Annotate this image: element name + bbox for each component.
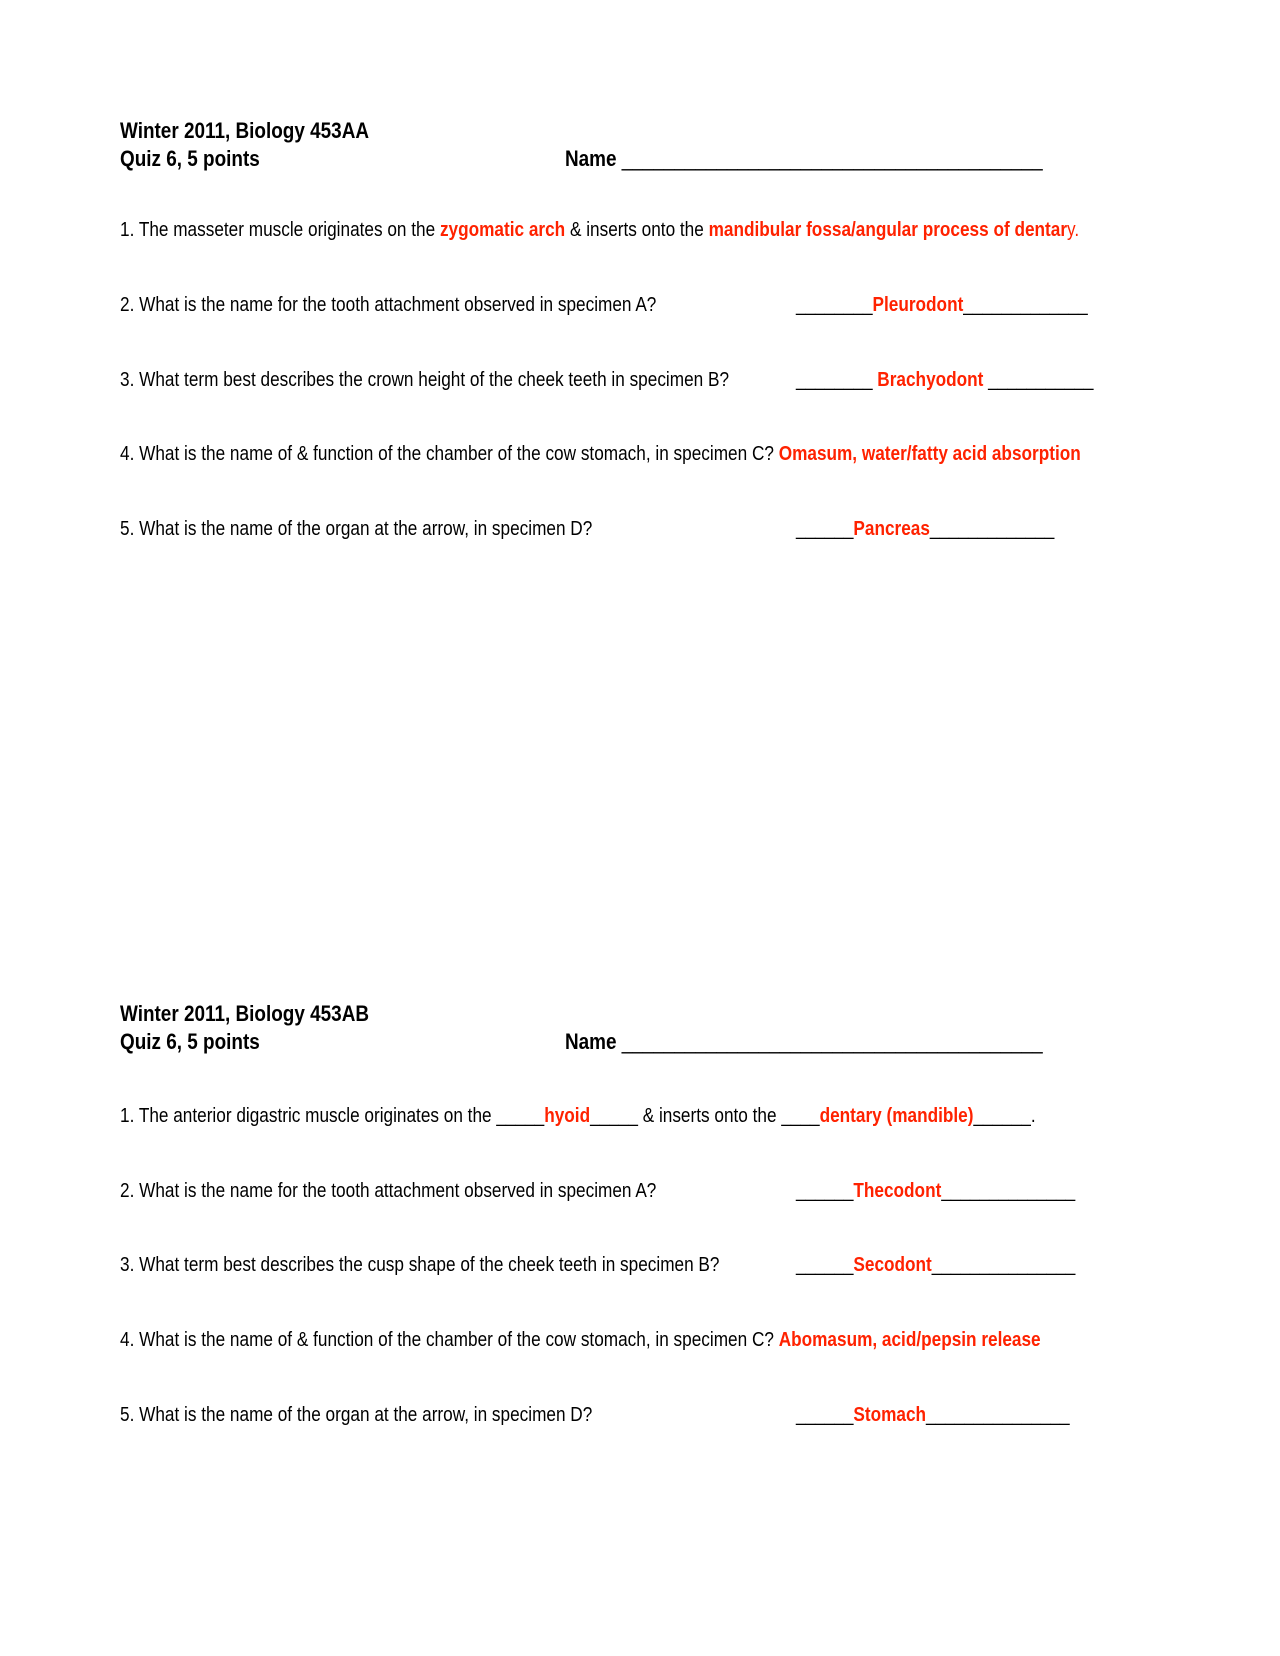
quiz-b-title: Winter 2011, Biology 453AB <box>120 1001 370 1026</box>
quiz-b-q5-trail: _______________ <box>926 1404 1070 1426</box>
quiz-b-q4-answer: Abomasum, acid/pepsin release <box>778 1329 1041 1351</box>
quiz-a-name-field[interactable] <box>565 145 1043 173</box>
quiz-a-q4-text: 4. What is the name of & function of the chamber of the cow stomach, in specimen C? <box>120 443 779 465</box>
quiz-b-q4-text: 4. What is the name of & function of the chamber of the cow stomach, in specimen C? <box>120 1329 779 1351</box>
quiz-a-question-5: 5. What is the name of the organ at the arrow, in specimen D? <box>120 518 593 540</box>
quiz-a-q1-answer-1: zygomatic arch <box>439 219 566 241</box>
quiz-a-question-1 <box>120 217 1079 243</box>
quiz-a-name-blank: ________________________________________ <box>621 146 1043 171</box>
quiz-a-q3-lead: ________ <box>796 369 878 391</box>
quiz-b-q1-answer-2: dentary (mandible) <box>819 1105 974 1127</box>
quiz-b-name-label: Name <box>565 1029 617 1054</box>
quiz-b-q3-lead: ______ <box>796 1254 854 1276</box>
quiz-a-subtitle-row <box>120 145 1220 173</box>
quiz-a-q1-tail: y. <box>1067 219 1080 241</box>
quiz-a-q1-answer-2: mandibular fossa/angular process of dentar <box>708 219 1068 241</box>
quiz-b-section <box>120 1000 1220 1426</box>
quiz-b-subtitle-row <box>120 1028 1220 1056</box>
quiz-a-q1-pre: 1. The masseter muscle originates on the <box>120 219 440 241</box>
quiz-b-question-3: 3. What term best describes the cusp shape of the cheek teeth in specimen B? <box>120 1254 720 1276</box>
quiz-a-question-2: 2. What is the name for the tooth attachment observed in specimen A? <box>120 294 657 316</box>
quiz-a-subtitle: Quiz 6, 5 points <box>120 146 260 171</box>
quiz-a-title-row <box>120 117 1220 145</box>
quiz-a-q5-lead: ______ <box>796 518 854 540</box>
quiz-a-answer-5 <box>796 516 1054 542</box>
quiz-b-q2-answer: Thecodont <box>853 1180 942 1202</box>
quiz-b-answer-3 <box>796 1252 1075 1278</box>
quiz-b-answer-5 <box>796 1402 1070 1428</box>
quiz-a-q5-answer: Pancreas <box>853 518 930 540</box>
quiz-b-q1-answer-1: hyoid <box>544 1105 591 1127</box>
quiz-b-question-5: 5. What is the name of the organ at the arrow, in specimen D? <box>120 1404 593 1426</box>
quiz-b-q3-answer: Secodont <box>853 1254 932 1276</box>
quiz-b-answer-2 <box>796 1178 1075 1204</box>
quiz-a-q2-lead: ________ <box>796 294 873 316</box>
quiz-a-section <box>120 117 1220 540</box>
quiz-a-answer-3 <box>796 367 1093 393</box>
quiz-b-subtitle: Quiz 6, 5 points <box>120 1029 260 1054</box>
quiz-a-q3-trail: ___________ <box>983 369 1094 391</box>
quiz-b-q2-trail: ______________ <box>941 1180 1076 1202</box>
quiz-b-question-2: 2. What is the name for the tooth attachment observed in specimen A? <box>120 1180 657 1202</box>
quiz-a-q2-answer: Pleurodont <box>872 294 964 316</box>
quiz-a-q4-answer: Omasum, water/fatty acid absorption <box>778 443 1081 465</box>
quiz-a-q3-answer: Brachyodont <box>877 369 984 391</box>
quiz-b-q5-lead: ______ <box>796 1404 854 1426</box>
quiz-b-q1-pre: 1. The anterior digastric muscle originates on the _____ <box>120 1105 545 1127</box>
quiz-b-q2-lead: ______ <box>796 1180 854 1202</box>
quiz-b-question-1 <box>120 1103 1036 1129</box>
quiz-b-name-blank: ________________________________________ <box>621 1029 1043 1054</box>
quiz-b-q1-mid: _____ & inserts onto the ____ <box>590 1105 820 1127</box>
quiz-b-q3-trail: _______________ <box>931 1254 1076 1276</box>
quiz-a-q2-trail: _____________ <box>963 294 1088 316</box>
quiz-a-title: Winter 2011, Biology 453AA <box>120 118 370 143</box>
quiz-a-question-4 <box>120 441 1081 467</box>
quiz-b-q5-answer: Stomach <box>853 1404 927 1426</box>
quiz-b-title-row <box>120 1000 1220 1028</box>
quiz-a-answer-2 <box>796 292 1088 318</box>
quiz-b-name-field[interactable] <box>565 1028 1043 1056</box>
quiz-b-q1-tail: ______. <box>973 1105 1036 1127</box>
quiz-a-q1-mid: & inserts onto the <box>565 219 709 241</box>
quiz-a-q5-trail: _____________ <box>929 518 1055 540</box>
quiz-b-question-4 <box>120 1327 1041 1353</box>
quiz-a-name-label: Name <box>565 146 617 171</box>
quiz-a-question-3: 3. What term best describes the crown height of the cheek teeth in specimen B? <box>120 369 730 391</box>
